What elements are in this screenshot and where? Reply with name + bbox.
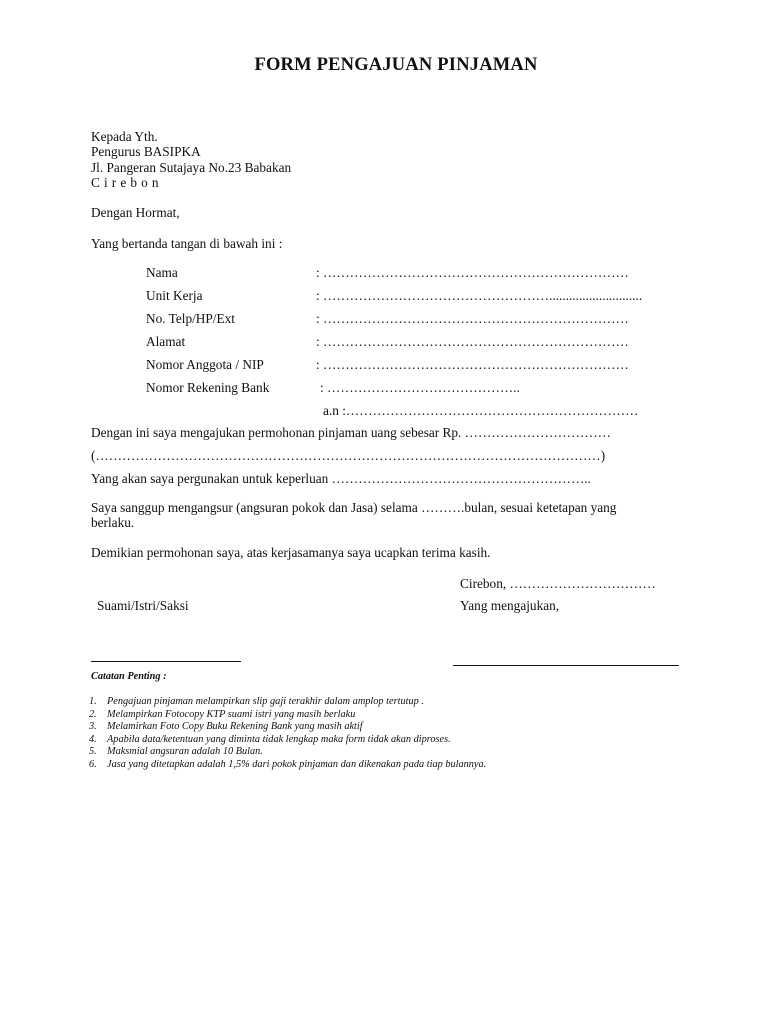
purpose-text: Yang akan saya pergunakan untuk keperluan ………………………………………………….. xyxy=(91,471,591,486)
witness-label: Suami/Istri/Saksi xyxy=(97,598,189,613)
field-label-nama: Nama xyxy=(146,265,178,280)
note-number: 6. xyxy=(89,759,97,770)
field-fill-nip[interactable]: : …………………………………………………………… xyxy=(316,357,629,372)
notes-heading-rule xyxy=(91,661,161,662)
note-item xyxy=(89,759,486,772)
field-fill-alamat[interactable]: : …………………………………………………………… xyxy=(316,334,629,349)
field-fill-account-name[interactable]: a.n :………………………………………………………… xyxy=(323,403,639,418)
amount-in-words-fill[interactable]: (……………………………………………………………………………………………………) xyxy=(91,448,606,463)
field-fill-unit-kerja[interactable]: : ……………………………………………............................ xyxy=(316,288,643,303)
notes-heading: Catatan Penting : xyxy=(91,671,167,682)
note-text: Pengajuan pinjaman melampirkan slip gaji terakhir dalam amplop tertutup . xyxy=(107,696,424,707)
note-number: 3. xyxy=(89,721,97,733)
field-label-rekening: Nomor Rekening Bank xyxy=(146,380,270,395)
note-number: 2. xyxy=(89,708,97,720)
note-number: 4. xyxy=(89,733,97,745)
recipient-line-2: Pengurus BASIPKA xyxy=(91,144,201,159)
recipient-line-3: Jl. Pangeran Sutajaya No.23 Babakan xyxy=(91,160,292,175)
note-item xyxy=(89,709,355,722)
request-text: Dengan ini saya mengajukan permohonan pinjaman uang sebesar Rp. …………………………… xyxy=(91,425,611,440)
note-text: Melamirkan Foto Copy Buku Rekening Bank yang masih aktif xyxy=(107,721,363,733)
field-fill-telp[interactable]: : …………………………………………………………… xyxy=(316,311,629,326)
note-item xyxy=(89,746,263,759)
field-label-alamat: Alamat xyxy=(146,334,186,349)
note-number: 1. xyxy=(89,696,97,707)
form-title: FORM PENGAJUAN PINJAMAN xyxy=(254,55,538,75)
installment-text-2: berlaku. xyxy=(91,515,135,530)
note-text: Apabila data/ketentuan yang diminta tidak lengkap maka form tidak akan diproses. xyxy=(107,733,451,745)
note-text: Maksmial angsuran adalah 10 Bulan. xyxy=(107,746,263,758)
note-number: 5. xyxy=(89,746,97,758)
note-text: Jasa yang ditetapkan adalah 1,5% dari pokok pinjaman dan dikenakan pada tiap bulannya. xyxy=(107,759,487,770)
note-item xyxy=(89,721,363,734)
field-label-unit-kerja: Unit Kerja xyxy=(146,288,203,303)
field-label-telp: No. Telp/HP/Ext xyxy=(146,311,235,326)
applicant-signature-line xyxy=(453,665,679,666)
greeting: Dengan Hormat, xyxy=(91,205,180,220)
intro-text: Yang bertanda tangan di bawah ini : xyxy=(91,236,283,251)
recipient-line-1: Kepada Yth. xyxy=(91,129,158,144)
note-item xyxy=(89,734,451,747)
applicant-label: Yang mengajukan, xyxy=(460,598,560,613)
installment-text-1: Saya sanggup mengangsur (angsuran pokok dan Jasa) selama ……….bulan, sesuai ketetapan yang xyxy=(91,500,617,515)
field-fill-nama[interactable]: : …………………………………………………………… xyxy=(316,265,629,280)
field-fill-rekening[interactable]: : …………………………………….. xyxy=(320,380,520,395)
note-text: Melampirkan Fotocopy KTP suami istri yang masih berlaku xyxy=(107,708,356,720)
place-date: Cirebon, …………………………… xyxy=(460,576,656,591)
field-label-nip: Nomor Anggota / NIP xyxy=(146,357,264,372)
recipient-line-4: C i r e b o n xyxy=(91,175,159,190)
note-item xyxy=(89,696,424,709)
closing-text: Demikian permohonan saya, atas kerjasamanya saya ucapkan terima kasih. xyxy=(91,545,491,560)
